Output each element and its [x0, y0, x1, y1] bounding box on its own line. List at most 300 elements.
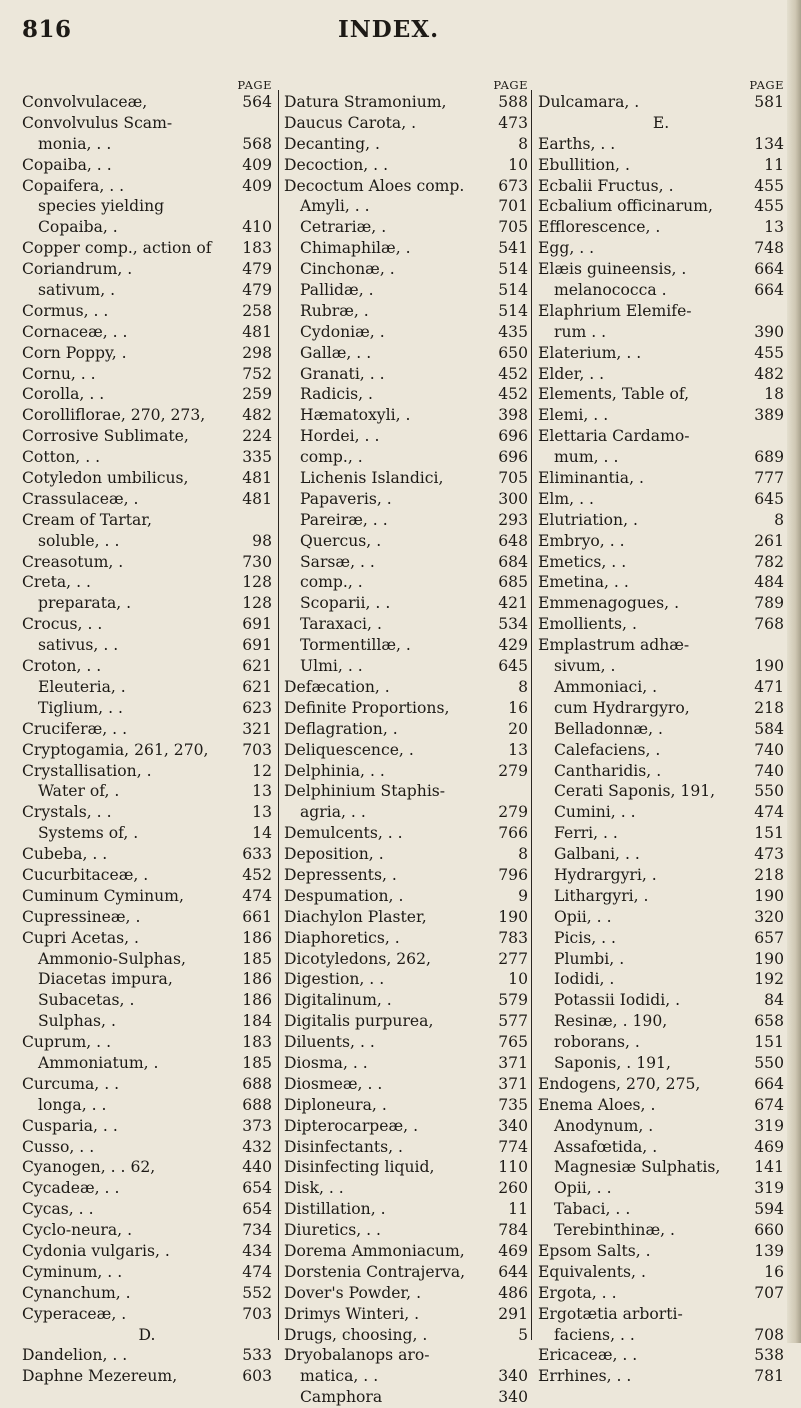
entry-page-number: 319 [754, 1116, 784, 1135]
index-entry [22, 1283, 272, 1304]
index-entry [284, 572, 528, 593]
entry-page-number: 190 [498, 907, 528, 926]
entry-page-number: 774 [498, 1137, 528, 1156]
index-entry [538, 719, 784, 740]
entry-page-number: 371 [498, 1053, 528, 1072]
entry-page-number: 183 [242, 239, 272, 258]
entry-page-number: 784 [498, 1221, 528, 1240]
index-entry [284, 489, 528, 510]
entry-term: agria, . . [300, 803, 366, 822]
index-entry [22, 280, 272, 301]
index-entry [22, 969, 272, 990]
index-entry [22, 1345, 272, 1366]
index-entry [538, 614, 784, 635]
entry-term: Elemi, . . [538, 406, 609, 425]
entry-page-number: 452 [242, 865, 272, 884]
entry-page-number: 664 [754, 281, 784, 300]
entry-term: Amyli, . . [300, 197, 370, 216]
index-entry [538, 802, 784, 823]
index-entry [284, 552, 528, 573]
entry-term: Egg, . . [538, 239, 595, 258]
entry-page-number: 550 [754, 1053, 784, 1072]
index-entry [22, 384, 272, 405]
index-entry [284, 593, 528, 614]
entry-page-number: 534 [498, 615, 528, 634]
entry-page-number: 484 [754, 573, 784, 592]
index-entry [284, 614, 528, 635]
index-entry [538, 489, 784, 510]
index-entry [22, 196, 272, 217]
index-entry [22, 489, 272, 510]
entry-page-number: 8 [518, 845, 528, 864]
entry-page-number: 13 [764, 218, 784, 237]
index-entry [538, 134, 784, 155]
entry-term: Cydoniæ, . [300, 322, 385, 341]
entry-page-number: 293 [498, 510, 528, 529]
entry-page-number: 481 [242, 469, 272, 488]
index-entry [538, 301, 784, 322]
entry-term: sivum, . [554, 657, 616, 676]
index-entry [284, 949, 528, 970]
index-entry [538, 656, 784, 677]
entry-term: Deposition, . [284, 845, 384, 864]
entry-page-number: 481 [242, 322, 272, 341]
index-entry [538, 1262, 784, 1283]
index-entry [284, 238, 528, 259]
entry-term: Despumation, . [284, 886, 404, 905]
entry-term: Depressents, . [284, 865, 397, 884]
index-entry [284, 844, 528, 865]
index-entry [22, 1304, 272, 1325]
entry-page-number: 481 [242, 489, 272, 508]
entry-term: sativus, . . [38, 636, 119, 655]
entry-term: Dandelion, . . [22, 1346, 128, 1365]
entry-page-number: 84 [764, 991, 784, 1010]
entry-term: Tormentillæ, . [300, 636, 411, 655]
entry-term: Taraxaci, . [300, 615, 382, 634]
entry-term: Cantharidis, . [554, 761, 662, 780]
entry-term: Dorema Ammoniacum, [284, 1241, 465, 1260]
entry-term: Cusso, . . [22, 1137, 95, 1156]
index-entry [22, 823, 272, 844]
entry-page-number: 277 [498, 949, 528, 968]
entry-term: Diosma, . . [284, 1053, 368, 1072]
index-entry [22, 865, 272, 886]
entry-page-number: 410 [242, 218, 272, 237]
index-entry [22, 1095, 272, 1116]
index-entry [538, 844, 784, 865]
entry-term: Picis, . . [554, 928, 616, 947]
index-entry [284, 1366, 528, 1387]
index-entry [284, 176, 528, 197]
index-entry [284, 155, 528, 176]
entry-term: Cydonia vulgaris, . [22, 1241, 170, 1260]
index-entry [22, 364, 272, 385]
index-entry [22, 698, 272, 719]
index-entry [22, 1053, 272, 1074]
entry-page-number: 673 [498, 176, 528, 195]
index-entry [538, 238, 784, 259]
entry-term: Equivalents, . [538, 1262, 646, 1281]
entry-page-number: 657 [754, 928, 784, 947]
index-entry [538, 384, 784, 405]
entry-term: Water of, . [38, 782, 120, 801]
index-entry [284, 1220, 528, 1241]
entry-page-number: 685 [498, 573, 528, 592]
entry-page-number: 783 [498, 928, 528, 947]
entry-term: Scoparii, . . [300, 594, 391, 613]
entry-page-number: 9 [518, 886, 528, 905]
index-entry [284, 405, 528, 426]
entry-page-number: 10 [508, 970, 528, 989]
entry-page-number: 579 [498, 991, 528, 1010]
entry-term: Resinæ, . 190, [554, 1012, 668, 1031]
entry-term: Croton, . . [22, 657, 102, 676]
entry-term: Ferri, . . [554, 824, 618, 843]
entry-page-number: 98 [252, 531, 272, 550]
entry-page-number: 340 [498, 1388, 528, 1407]
entry-term: Cornaceæ, . . [22, 322, 128, 341]
entry-page-number: 482 [754, 364, 784, 383]
entry-page-number: 373 [242, 1116, 272, 1135]
entry-term: Cotton, . . [22, 448, 101, 467]
entry-term: Elaterium, . . [538, 343, 642, 362]
entry-term: Convolvulaceæ, [22, 93, 148, 111]
index-column-2 [284, 78, 528, 1407]
entry-page-number: 621 [242, 677, 272, 696]
entry-term: Crocus, . . [22, 615, 103, 634]
index-entry [538, 1095, 784, 1116]
entry-page-number: 789 [754, 594, 784, 613]
index-entry [538, 1137, 784, 1158]
entry-term: Creasotum, . [22, 552, 124, 571]
entry-page-number: 633 [242, 845, 272, 864]
index-entry [22, 1262, 272, 1283]
index-entry [538, 1053, 784, 1074]
index-entry [22, 614, 272, 635]
entry-page-number: 389 [754, 406, 784, 425]
index-entry [538, 928, 784, 949]
index-entry [22, 176, 272, 197]
entry-page-number: 192 [754, 970, 784, 989]
entry-term: Ecbalium officinarum, [538, 197, 713, 216]
entry-page-number: 766 [498, 824, 528, 843]
entry-term: Systems of, . [38, 824, 139, 843]
entry-page-number: 660 [754, 1221, 784, 1240]
index-entry [538, 1345, 784, 1366]
entry-page-number: 603 [242, 1367, 272, 1386]
entry-term: Cupri Acetas, . [22, 928, 140, 947]
index-entry [284, 1053, 528, 1074]
index-entry [538, 322, 784, 343]
index-entry [284, 196, 528, 217]
entry-page-number: 644 [498, 1262, 528, 1281]
entry-page-number: 696 [498, 427, 528, 446]
entry-term: Sulphas, . [38, 1012, 116, 1031]
entry-term: Calefaciens, . [554, 740, 661, 759]
index-entry [538, 280, 784, 301]
entry-term: Emplastrum adhæ- [538, 636, 690, 655]
entry-term: Epsom Salts, . [538, 1241, 651, 1260]
entry-term: Ecbalii Fructus, . [538, 176, 674, 195]
index-entry [538, 1220, 784, 1241]
index-entry [284, 719, 528, 740]
entry-page-number: 13 [252, 803, 272, 822]
index-entry [284, 1199, 528, 1220]
index-entry [538, 217, 784, 238]
entry-page-number: 340 [498, 1116, 528, 1135]
entry-page-number: 260 [498, 1179, 528, 1198]
entry-page-number: 707 [754, 1283, 784, 1302]
entry-page-number: 645 [754, 489, 784, 508]
index-entry [22, 238, 272, 259]
entry-page-number: 688 [242, 1095, 272, 1114]
index-entry [22, 1011, 272, 1032]
entry-term: Decoctum Aloes comp. [284, 176, 465, 195]
index-column-1 [22, 78, 272, 1386]
entry-term: Opii, . . [554, 907, 612, 926]
entry-page-number: 730 [242, 552, 272, 571]
entry-term: Elements, Table of, [538, 385, 690, 404]
entry-page-number: 594 [754, 1200, 784, 1219]
entry-term: Disinfecting liquid, [284, 1158, 435, 1177]
index-entry [538, 740, 784, 761]
entry-term: Hordei, . . [300, 427, 380, 446]
entry-term: Ebullition, . [538, 155, 630, 174]
entry-page-number: 5 [518, 1325, 528, 1344]
entry-term: Enema Aloes, . [538, 1095, 656, 1114]
index-entry [284, 531, 528, 552]
entry-page-number: 650 [498, 343, 528, 362]
entry-term: Ericaceæ, . . [538, 1346, 638, 1365]
entry-term: Copaiba, . . [22, 155, 112, 174]
entry-page-number: 321 [242, 719, 272, 738]
entry-term: Cuprum, . . [22, 1033, 112, 1052]
entry-term: Dipterocarpeæ, . [284, 1116, 419, 1135]
entry-page-number: 674 [754, 1095, 784, 1114]
index-entry [284, 1304, 528, 1325]
entry-term: Lichenis Islandici, [300, 469, 444, 488]
entry-term: Deflagration, . [284, 719, 398, 738]
entry-list [284, 92, 528, 1408]
entry-page-number: 765 [498, 1033, 528, 1052]
entry-term: Granati, . . [300, 364, 385, 383]
entry-page-number: 134 [754, 134, 784, 153]
index-entry [284, 656, 528, 677]
entry-page-number: 473 [754, 845, 784, 864]
entry-term: Iodidi, . [554, 970, 615, 989]
entry-page-number: 151 [754, 824, 784, 843]
index-entry [538, 92, 784, 113]
entry-term: Corolla, . . [22, 385, 105, 404]
index-entry [284, 510, 528, 531]
index-column-3 [538, 78, 784, 1386]
entry-term: Daucus Carota, . [284, 113, 417, 132]
index-entry [538, 990, 784, 1011]
entry-page-number: 16 [508, 698, 528, 717]
index-entry [22, 322, 272, 343]
entry-term: Cyanogen, . . 62, [22, 1158, 156, 1177]
index-entry [284, 468, 528, 489]
index-entry [22, 510, 272, 531]
entry-term: Chimaphilæ, . [300, 239, 411, 258]
entry-term: Elæis guineensis, . [538, 260, 687, 279]
entry-page-number: 701 [498, 197, 528, 216]
entry-term: Plumbi, . [554, 949, 625, 968]
entry-term: comp., . [300, 573, 363, 592]
column-divider [531, 90, 532, 1340]
index-entry [538, 426, 784, 447]
index-entry [22, 217, 272, 238]
index-entry [22, 1137, 272, 1158]
entry-page-number: 645 [498, 657, 528, 676]
entry-term: Dicotyledons, 262, [284, 949, 431, 968]
entry-term: Dryobalanops aro- [284, 1346, 430, 1365]
index-entry [538, 364, 784, 385]
entry-page-number: 781 [754, 1367, 784, 1386]
entry-page-number: 335 [242, 448, 272, 467]
entry-page-number: 258 [242, 301, 272, 320]
index-entry [22, 907, 272, 928]
index-entry [284, 280, 528, 301]
index-entry [22, 802, 272, 823]
entry-term: Galbani, . . [554, 845, 640, 864]
entry-page-number: 279 [498, 803, 528, 822]
entry-term: Cynanchum, . [22, 1283, 131, 1302]
index-entry [284, 259, 528, 280]
index-entry [22, 92, 272, 113]
entry-page-number: 748 [754, 239, 784, 258]
entry-term: Papaveris, . [300, 489, 392, 508]
entry-term: E. [652, 113, 670, 132]
entry-page-number: 621 [242, 657, 272, 676]
entry-page-number: 474 [754, 803, 784, 822]
entry-page-number: 691 [242, 615, 272, 634]
index-entry [538, 572, 784, 593]
index-entry [538, 155, 784, 176]
entry-term: Efflorescence, . [538, 218, 661, 237]
index-entry [538, 1283, 784, 1304]
entry-page-number: 259 [242, 385, 272, 404]
index-entry [284, 343, 528, 364]
index-entry [538, 1325, 784, 1346]
index-entry [284, 781, 528, 802]
index-entry [284, 92, 528, 113]
entry-term: Copaifera, . . [22, 176, 125, 195]
entry-term: Cycadeæ, . . [22, 1179, 120, 1198]
index-entry [538, 1074, 784, 1095]
entry-page-number: 16 [764, 1262, 784, 1281]
index-entry [22, 761, 272, 782]
entry-page-number: 320 [754, 907, 784, 926]
index-entry [284, 1241, 528, 1262]
entry-term: Cryptogamia, 261, 270, [22, 740, 209, 759]
index-entry [284, 907, 528, 928]
entry-page-number: 128 [242, 594, 272, 613]
entry-page-number: 552 [242, 1283, 272, 1302]
entry-page-number: 474 [242, 1262, 272, 1281]
entry-term: Digitalinum, . [284, 991, 392, 1010]
entry-page-number: 185 [242, 1053, 272, 1072]
entry-page-number: 455 [754, 197, 784, 216]
entry-page-number: 298 [242, 343, 272, 362]
entry-term: Opii, . . [554, 1179, 612, 1198]
index-entry [22, 1241, 272, 1262]
entry-term: Elm, . . [538, 489, 594, 508]
entry-page-number: 186 [242, 928, 272, 947]
entry-term: Endogens, 270, 275, [538, 1074, 701, 1093]
entry-page-number: 479 [242, 281, 272, 300]
entry-term: Diluents, . . [284, 1033, 375, 1052]
entry-page-number: 390 [754, 322, 784, 341]
index-entry [284, 1283, 528, 1304]
entry-term: Camphora [300, 1388, 383, 1407]
entry-page-number: 409 [242, 155, 272, 174]
entry-term: Lithargyri, . [554, 886, 649, 905]
index-entry [538, 1116, 784, 1137]
entry-page-number: 128 [242, 573, 272, 592]
entry-term: Cormus, . . [22, 301, 109, 320]
entry-page-number: 340 [498, 1367, 528, 1386]
entry-page-number: 409 [242, 176, 272, 195]
entry-term: matica, . . [300, 1367, 379, 1386]
index-entry [284, 1116, 528, 1137]
index-entry [284, 761, 528, 782]
index-entry [22, 1199, 272, 1220]
entry-page-number: 689 [754, 448, 784, 467]
entry-term: Ammoniaci, . [554, 677, 658, 696]
index-entry [538, 865, 784, 886]
index-entry [22, 1157, 272, 1178]
index-entry [22, 1116, 272, 1137]
entry-page-number: 8 [774, 510, 784, 529]
index-entry [538, 1157, 784, 1178]
entry-term: Crassulaceæ, . [22, 489, 139, 508]
entry-page-number: 696 [498, 448, 528, 467]
entry-term: Ammonio-Sulphas, [38, 949, 186, 968]
entry-list [22, 92, 272, 1387]
entry-page-number: 703 [242, 1304, 272, 1323]
index-entry [538, 531, 784, 552]
entry-page-number: 8 [518, 134, 528, 153]
entry-term: Diachylon Plaster, [284, 907, 427, 926]
entry-term: Diosmeæ, . . [284, 1074, 383, 1093]
entry-term: Datura Stramonium, [284, 93, 447, 111]
entry-term: Sarsæ, . . [300, 552, 375, 571]
index-entry [22, 405, 272, 426]
index-entry [284, 1095, 528, 1116]
index-entry [538, 1032, 784, 1053]
entry-page-number: 435 [498, 322, 528, 341]
entry-page-number: 514 [498, 260, 528, 279]
index-entry [538, 468, 784, 489]
entry-term: Errhines, . . [538, 1367, 632, 1386]
entry-term: Hydrargyri, . [554, 865, 657, 884]
index-entry [538, 969, 784, 990]
index-entry [22, 844, 272, 865]
entry-term: comp., . [300, 448, 363, 467]
entry-page-number: 8 [518, 677, 528, 696]
entry-page-number: 654 [242, 1200, 272, 1219]
index-entry [284, 447, 528, 468]
entry-page-number: 185 [242, 949, 272, 968]
index-entry [284, 1178, 528, 1199]
entry-page-number: 564 [242, 93, 272, 111]
entry-page-number: 10 [508, 155, 528, 174]
entry-page-number: 538 [754, 1346, 784, 1365]
entry-term: Earths, . . [538, 134, 616, 153]
index-entry [284, 1137, 528, 1158]
